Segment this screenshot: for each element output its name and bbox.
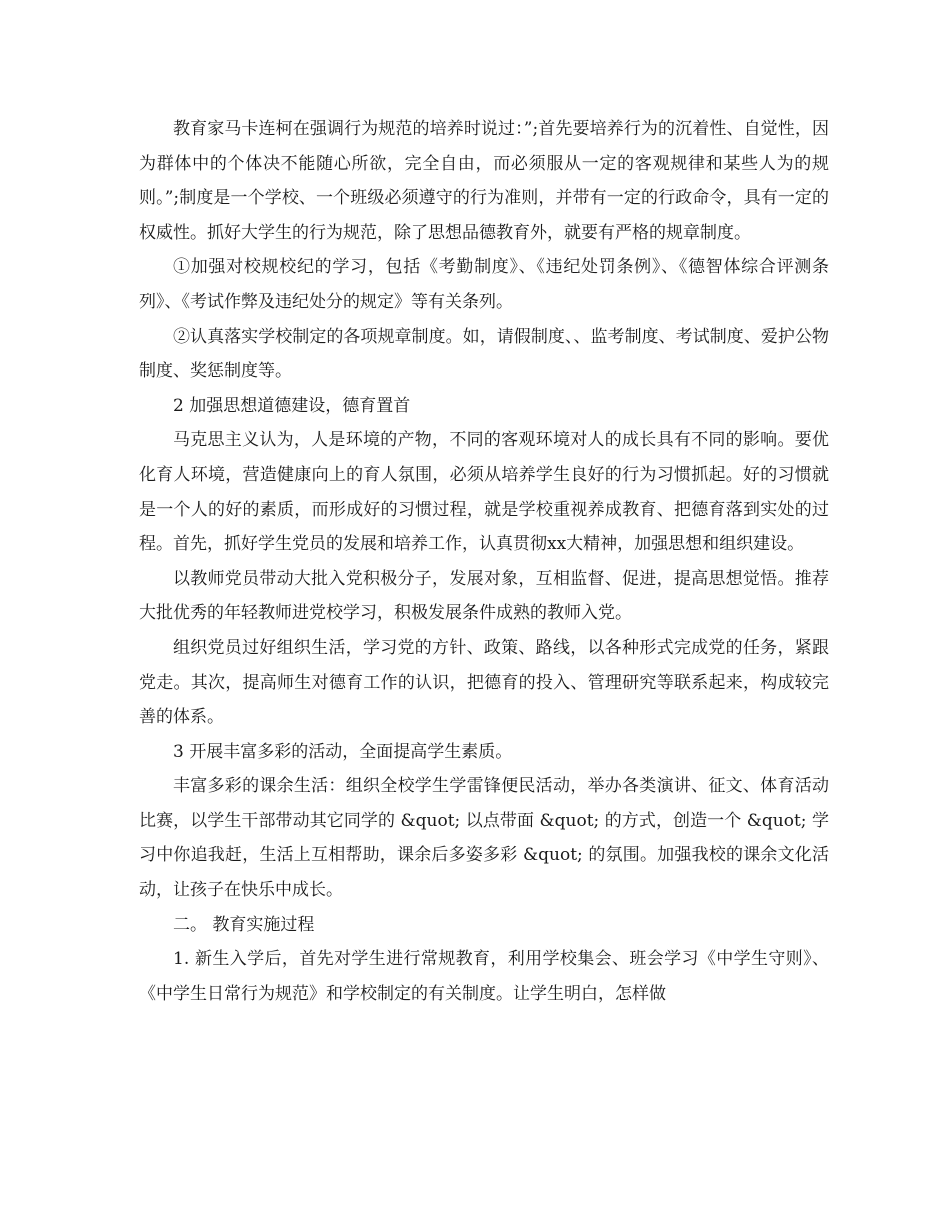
paragraph-makarenko-quote: 教育家马卡连柯在强调行为规范的培养时说过：”;首先要培养行为的沉着性、自觉性，因为群体中的个体决不能随心所欲，完全自由，而必须服从一定的客观规律和某些人为的规则。”;制度是一个学校、一个班级必须遵守的行为准则，并带有一定的行政命令，具有一定的权威性。抓好大学生的行为规范，除了思想品德教育外，就要有严格的规章制度。 [139,119,829,243]
paragraph-party-members: 以教师党员带动大批入党积极分子，发展对象，互相监督、促进，提高思想觉悟。推荐大批优秀的年轻教师进党校学习，积极发展条件成熟的教师入党。 [139,568,829,624]
document-body [139,112,829,1011]
paragraph-organization-life: 组织党员过好组织生活，学习党的方针、政策、路线，以各种形式完成党的任务，紧跟党走。其次，提高师生对德育工作的认识，把德育的投入、管理研究等联系起来，构成较完善的体系。 [139,637,829,728]
paragraph-new-students: 1. 新生入学后，首先对学生进行常规教育，利用学校集会、班会学习《中学生守则》、《中学生日常行为规范》和学校制定的有关制度。让学生明白，怎样做 [139,949,829,1004]
paragraph-environment: 马克思主义认为，人是环境的产物，不同的客观环境对人的成长具有不同的影响。要优化育人环境，营造健康向上的育人氛围，必须从培养学生良好的行为习惯抓起。好的习惯就是一个人的好的素质，而形成好的习惯过程，就是学校重视养成教育、把德育落到实处的过程。首先，抓好学生党员的发展和培养工作，认真贯彻xx大精神，加强思想和组织建设。 [139,430,829,555]
section-heading-activities: 3 开展丰富多彩的活动，全面提高学生素质。 [173,741,513,762]
paragraph-extracurricular: 丰富多彩的课余生活：组织全校学生学雷锋便民活动，举办各类演讲、征文、体育活动比赛，以学生干部带动其它同学的 &quot; 以点带面 &quot; 的方式，创造一个 &quot; 学习中你追我赶，生活上互相帮助，课余后多姿多彩 &quot; 的氛围。加强我校的课余文化活动，让孩子在快乐中成长。 [139,776,829,901]
paragraph-rules-implementation: ②认真落实学校制定的各项规章制度。如，请假制度、、监考制度、考试制度、爱护公物制度、奖惩制度等。 [139,326,829,382]
section-heading-moral-education: 2 加强思想道德建设，德育置首 [173,395,411,416]
section-heading-implementation: 二。 教育实施过程 [173,914,315,935]
paragraph-rules-study: ①加强对校规校纪的学习，包括《考勤制度》、《违纪处罚条例》、《德智体综合评测条列》、《考试作弊及违纪处分的规定》等有关条列。 [139,257,829,312]
